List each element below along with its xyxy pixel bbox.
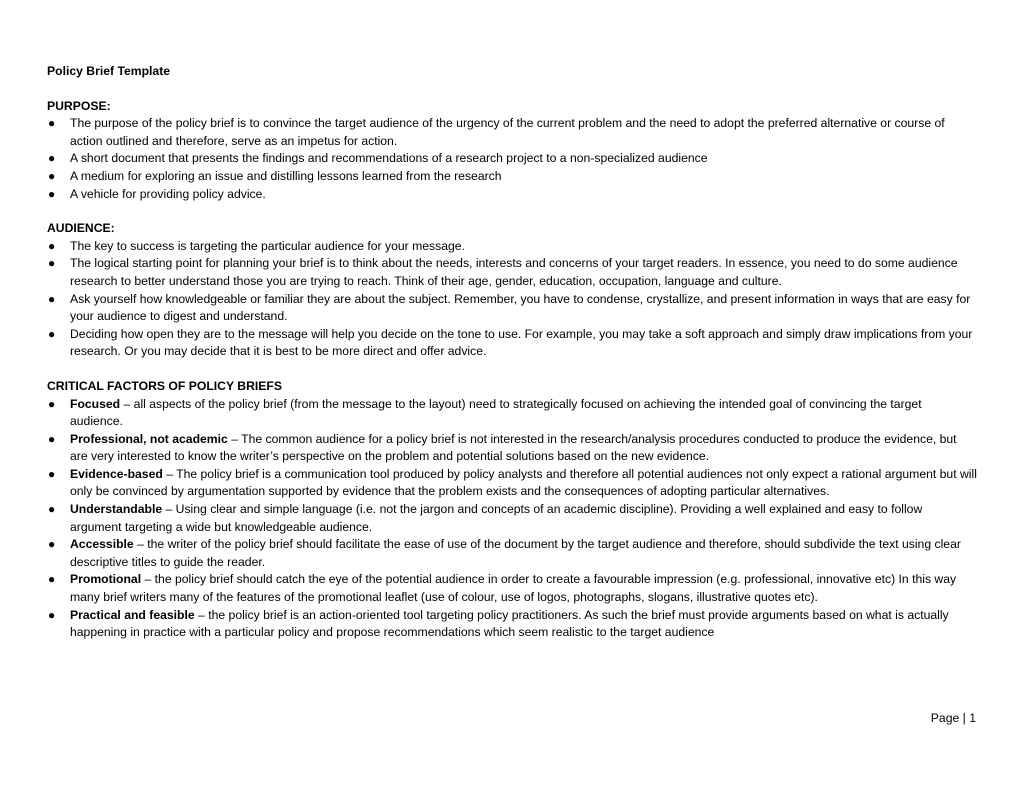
item-text: – the policy brief should catch the eye of the potential audience in order to create a favourable impression (e.g. professional, innovative etc) In this way many brief writers many of the features of the promotional leaflet (use of colour, use of logos, photographs, slogans, illustrative quotes etc).: [70, 572, 957, 605]
section-heading: AUDIENCE:: [47, 221, 115, 236]
item-term: Evidence-based: [70, 466, 163, 481]
item-text: – the policy brief is an action-oriented tool targeting policy practitioners. As such the brief must provide arguments based on what is actually happening in practice with a particular policy and propose recommendations which seem realistic to the target audience: [70, 607, 949, 640]
bullet-list: [47, 115, 977, 203]
list-item: [47, 466, 977, 501]
bullet-icon: ●: [48, 537, 56, 552]
document-title: Policy Brief Template: [47, 64, 171, 78]
page-label: Page: [930, 711, 960, 725]
page-number: 1: [969, 711, 976, 725]
section-audience: [47, 220, 977, 361]
item-text: A medium for exploring an issue and distilling lessons learned from the research: [70, 168, 502, 183]
bullet-icon: ●: [48, 256, 56, 271]
item-text: The logical starting point for planning your brief is to think about the needs, interests and concerns of your target readers. In essence, you need to do some audience research to better understand those you are trying to reach. Think of their age, gender, education, occupation, language and culture.: [70, 256, 958, 288]
item-text: A vehicle for providing policy advice.: [70, 186, 266, 201]
bullet-icon: ●: [48, 572, 56, 587]
item-text: – all aspects of the policy brief (from the message to the layout) need to strategically focused on achieving the intended goal of convincing the target audience.: [70, 396, 922, 429]
list-item: [47, 326, 977, 361]
list-item: [47, 607, 977, 642]
item-term: Focused: [70, 396, 121, 411]
bullet-icon: ●: [48, 607, 56, 622]
bullet-list: [47, 396, 977, 642]
item-text: A short document that presents the findings and recommendations of a research project to a non-specialized audience: [70, 151, 708, 166]
section-heading: PURPOSE:: [47, 98, 111, 113]
item-term: Understandable: [70, 502, 163, 517]
item-term: Professional, not academic: [70, 431, 228, 446]
bullet-icon: ●: [48, 168, 56, 183]
item-text: – The common audience for a policy brief is not interested in the research/analysis procedures conducted to produce the evidence, but are very interested to know the writer’s perspective on the problem and potential solutions based on the new evidence.: [70, 431, 957, 464]
bullet-icon: ●: [48, 291, 56, 306]
page-footer: [931, 710, 976, 728]
list-item: [47, 168, 977, 186]
item-term: Practical and feasible: [70, 607, 195, 622]
item-text: The key to success is targeting the particular audience for your message.: [70, 238, 465, 253]
list-item: [47, 255, 977, 290]
list-item: [47, 396, 977, 431]
bullet-icon: ●: [48, 186, 56, 201]
item-text: Ask yourself how knowledgeable or familiar they are about the subject. Remember, you have to condense, crystallize, and present information in ways that are easy for your audience to digest and understand.: [70, 291, 971, 324]
list-item: [47, 150, 977, 168]
list-item: [47, 115, 977, 150]
item-text: Deciding how open they are to the message will help you decide on the tone to use. For example, you may take a soft approach and simply draw implications from your research. Or you may decide that it is best to be more direct and offer advice.: [70, 326, 973, 359]
item-text: – The policy brief is a communication tool produced by policy analysts and therefore all potential audiences not only expect a rational argument but will only be convinced by argumentation supported by evidence that the problem exists and the consequences of adopting particular alternatives.: [70, 466, 977, 499]
item-text: – Using clear and simple language (i.e. not the jargon and concepts of an academic discipline). Providing a well explained and easy to follow argument targeting a wide but knowledgeable audience.: [70, 502, 923, 534]
list-item: [47, 571, 977, 606]
bullet-icon: ●: [48, 502, 56, 517]
bullet-icon: ●: [48, 116, 56, 131]
section-heading: CRITICAL FACTORS OF POLICY BRIEFS: [47, 378, 282, 393]
document-body: [47, 63, 977, 642]
bullet-icon: ●: [48, 238, 56, 253]
page-separator: |: [962, 711, 966, 725]
list-item: [47, 291, 977, 326]
item-text: The purpose of the policy brief is to convince the target audience of the urgency of the current problem and the need to adopt the preferred alternative or course of action outlined and therefore, serve as an impetus for action.: [70, 116, 945, 148]
bullet-icon: ●: [48, 151, 56, 166]
bullet-icon: ●: [48, 326, 56, 341]
item-text: – the writer of the policy brief should facilitate the ease of use of the document by the target audience and therefore, should subdivide the text using clear descriptive titles to guide the reader.: [70, 537, 961, 569]
list-item: [47, 186, 977, 204]
item-term: Promotional: [70, 572, 142, 587]
section-purpose: [47, 98, 977, 204]
bullet-icon: ●: [48, 466, 56, 481]
bullet-icon: ●: [48, 431, 56, 446]
bullet-icon: ●: [48, 396, 56, 411]
section-critical-factors: [47, 378, 977, 642]
list-item: [47, 536, 977, 571]
list-item: [47, 431, 977, 466]
list-item: [47, 501, 977, 536]
list-item: [47, 238, 977, 256]
bullet-list: [47, 238, 977, 361]
item-term: Accessible: [70, 537, 134, 552]
